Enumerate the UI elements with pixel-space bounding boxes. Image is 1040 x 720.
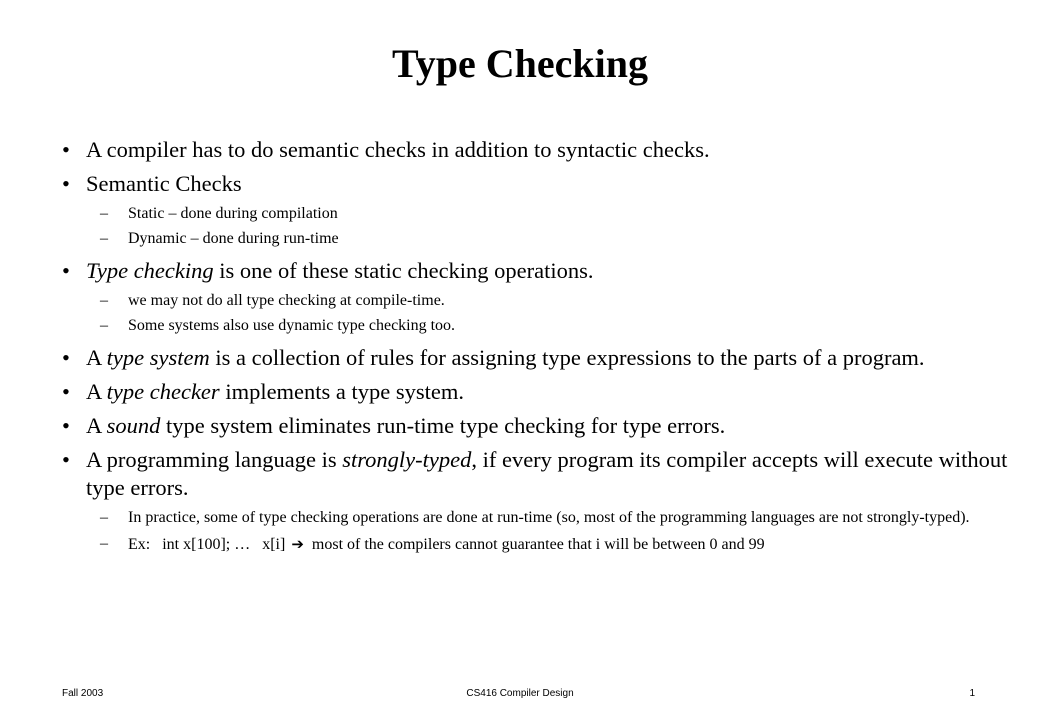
bullet-item	[62, 257, 1022, 285]
sub-bullet-text: In practice, some of type checking operations are done at run-time (so, most of the programming languages are not strongly-typed).	[128, 509, 970, 526]
footer-date: Fall 2003	[62, 688, 104, 699]
bullet-text-pre: A	[86, 379, 107, 404]
sub-bullet-item	[62, 316, 1022, 336]
bullet-text-pre: A programming language is	[86, 447, 343, 472]
sub-bullet-text: Static – done during compilation	[128, 205, 338, 222]
dash-marker: –	[100, 230, 108, 247]
bullet-text: is one of these static checking operations.	[213, 258, 594, 283]
dash-marker: –	[100, 535, 108, 552]
bullet-text-pre: A	[86, 345, 107, 370]
sub-bullet-example	[62, 534, 1022, 555]
bullet-text: , if every program its compiler accepts will execute without type errors.	[86, 447, 1008, 500]
bullet-text: implements a type system.	[219, 379, 465, 404]
sub-bullet-text: we may not do all type checking at compile-time.	[128, 292, 445, 309]
sub-bullet-item	[62, 229, 1022, 249]
bullet-marker: •	[62, 137, 70, 162]
dash-marker: –	[100, 292, 108, 309]
bullet-item	[62, 446, 1022, 502]
bullet-marker: •	[62, 413, 70, 438]
bullet-item	[62, 136, 1022, 164]
bullet-emphasis: strongly-typed	[342, 447, 472, 472]
sub-bullet-text: Some systems also use dynamic type checking too.	[128, 317, 456, 334]
bullet-marker: •	[62, 258, 70, 283]
slide-body	[62, 136, 1022, 560]
bullet-marker: •	[62, 171, 70, 196]
sub-bullet-text: Dynamic – done during run-time	[128, 230, 339, 247]
dash-marker: –	[100, 509, 108, 526]
bullet-item	[62, 170, 1022, 198]
sub-bullet-item	[62, 204, 1022, 224]
bullet-marker: •	[62, 447, 70, 472]
bullet-emphasis: type checker	[106, 379, 220, 404]
slide-title: Type Checking	[392, 41, 648, 86]
example-code-text: Ex: int x[100]; … x[i]	[128, 536, 290, 553]
dash-marker: –	[100, 317, 108, 334]
bullet-emphasis: Type checking	[86, 258, 214, 283]
dash-marker: –	[100, 205, 108, 222]
right-arrow-icon: ➔	[291, 535, 304, 553]
bullet-item	[62, 378, 1022, 406]
bullet-text: A compiler has to do semantic checks in addition to syntactic checks.	[86, 137, 710, 162]
bullet-text: Semantic Checks	[86, 171, 242, 196]
example-explanation-text: most of the compilers cannot guarantee that i will be between 0 and 99	[307, 536, 765, 553]
bullet-item	[62, 412, 1022, 440]
sub-bullet-item	[62, 508, 1022, 528]
footer-course: CS416 Compiler Design	[466, 688, 574, 699]
bullet-emphasis: sound	[106, 413, 161, 438]
bullet-item	[62, 344, 1022, 372]
sub-bullet-item	[62, 291, 1022, 311]
bullet-marker: •	[62, 345, 70, 370]
footer-page-number: 1	[969, 688, 975, 699]
bullet-marker: •	[62, 379, 70, 404]
bullet-text-pre: A	[86, 413, 107, 438]
bullet-emphasis: type system	[106, 345, 210, 370]
bullet-text: type system eliminates run-time type checking for type errors.	[160, 413, 726, 438]
bullet-text: is a collection of rules for assigning type expressions to the parts of a program.	[209, 345, 925, 370]
